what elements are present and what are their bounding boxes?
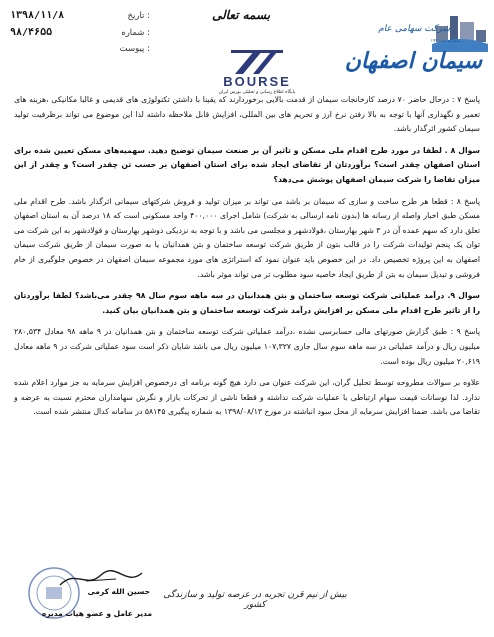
bismillah-heading: بسمه تعالی	[212, 8, 271, 22]
number-label: شماره :	[121, 28, 150, 38]
letter-body	[14, 93, 480, 427]
attachment-row	[10, 44, 150, 61]
attachment-label: پیوست :	[119, 44, 150, 54]
company-registration: شماره ثبت ۱۹۴	[430, 39, 460, 44]
date-value: ۱۳۹۸/۱۱/۸	[10, 10, 65, 21]
date-row	[10, 10, 150, 27]
signature-block	[22, 565, 152, 627]
letter-header	[10, 10, 150, 61]
additional-statement: علاوه بر سوالات مطروحه توسط تحلیل گران، این شرکت عنوان می دارد هیچ گونه برنامه ای درخصوص افزایش سرمایه به جز موارد اعلام شده ندارد. لذا نوسانات قیمت سهام ارتباطی با عملیات شرکت نداشته و قطعا ناشی از تحرکات بازار و نگرش سهامداران محترم نسبت به عرضه و تقاضا می باشد. ضمنا افزایش سرمایه از محل سود انباشته در مورخ ۱۳۹۸/۰۸/۱۳ به شماره پیگیری ۵۸۱۴۵ در سامانه کدال منتشر شده است.	[14, 378, 480, 417]
answer-7: پاسخ ۷ : درحال حاضر ۷۰ درصد کارخانجات سیمان از قدمت بالایی برخوردارند که یقینا با داشتن تکنولوژی های قدیمی و غالبا مکانیکی ،هزینه های تعمیر و نگهداری آنها با توجه به بالا رفتن نرخ ارز و تحریم های بین المللی، افزایش قابل ملاحظه داشته لذا این موضوع می تواند برظرفیت تولید سیمان کشور اثرگذار باشد.	[14, 95, 480, 134]
company-logo	[340, 4, 490, 92]
answer-9: پاسخ ۹ : طبق گزارش صورتهای مالی حسابرسی نشده ،درآمد عملیاتی شرکت توسعه ساختمان و بتن همدانیان در ۹ ماهه ۹۸ معادل ۲۸۰,۵۳۴ میلیون ریال و درآمد عملیاتی در سه ماهه سوم سال جاری ۱۰۷,۳۲۷ میلیون ریال می باشد شایان ذکر است سود عملیاتی شرکت در ۹ ماهه معادل ۲۰,۶۱۹ میلیون ریال بوده است.	[14, 327, 480, 366]
company-type: شرکت سهامی عام	[378, 24, 450, 34]
bourse-subtitle: پایگاه اطلاع رسانی و تحلیلی بورس ایران	[218, 90, 296, 95]
company-motto: بیش از نیم قرن تجربه در عرصه تولید و سازندگی کشور	[163, 590, 347, 610]
answer-8: پاسخ ۸ : قطعا هر طرح ساخت و سازی که سیمان بر باشد می تواند بر میزان تولید و فروش شرکتهای سیمانی اثرگذار باشد. طرح اقدام ملی مسکن طبق اخبار واصله از رسانه ها (بدون نامه ارسالی به شرکت) شامل اجرای ۴۰۰,۰۰۰ واحد مسکونی است که ۱۸ درصد آن به استان اصفهان تعلق دارد که سهم عمده آن در ۳ شهر بهارستان ،فولادشهر و مجلسی می باشد و با توجه به نزدیکی دوشهر بهارستان و فولادشهر به این شرکت می توان یک پنجم تولیدات شرکت را در قالب بتون از طریق شرکت توسعه ساختمان و بتن همدانیان یا به صورت سیمان از طریق شرکت سیمان اصفهان به این پروژه تخصیص داد. در این خصوص باید عنوان نمود که استراتژی های مورد مجموعه سیمان اصفهان در خصوص جلوگیری از خام فروشی و تبدیل سیمان به بتن از طریق ایجاد خاصیه سود مطلوب تر می تواند موثر باشد.	[14, 196, 481, 279]
number-value: ۹۸/۴۶۵۵	[10, 27, 53, 38]
signatory-title: مدیر عامل و عضو هیات مدیره	[41, 609, 152, 618]
question-8: سوال ۸ . لطفا در مورد طرح اقدام ملی مسکن و تاثیر آن بر صنعت سیمان توضیح دهید. سهمیه‌های مسکن تعیین شده برای استان اصفهان چقدر است؟ برآوردتان از تقاضای ایجاد شده برای استان اصفهان بر حسب تن چقدر است؟ و چقدر از این میزان تقاضا را شرکت سیمان اصفهان پوشش می‌دهد؟	[14, 145, 480, 184]
date-label: تاریخ :	[127, 11, 150, 21]
signatory-name: حسین الله کرمی	[87, 587, 150, 596]
bourse-logo	[205, 46, 309, 95]
bourse-emblem-icon	[227, 46, 287, 76]
bourse-wordmark: BOURSE	[223, 74, 291, 89]
number-row	[10, 27, 150, 44]
company-name: سیمان اصفهان	[344, 48, 482, 74]
question-9: سوال ۹. درآمد عملیاتی شرکت توسعه ساختمان و بتن همدانیان در سه ماهه سوم سال ۹۸ چقدر می‌باشد؟ لطفا برآوردتان را از تاثیر طرح اقدام ملی مسکن بر افزایش درآمد شرکت توسعه ساختمان و بتن همدانیان بیان کنید.	[14, 291, 480, 315]
